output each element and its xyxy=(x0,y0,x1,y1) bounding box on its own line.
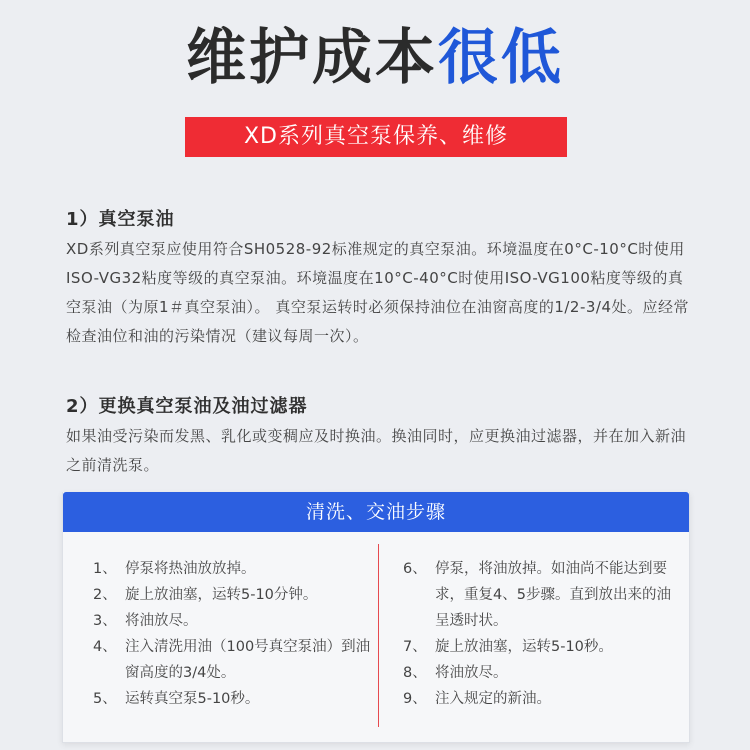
list-item xyxy=(93,608,373,634)
step-text: 旋上放油塞，运转5-10秒。 xyxy=(435,639,613,655)
column-divider xyxy=(378,544,379,727)
step-text: 停泵将热油放放掉。 xyxy=(125,561,256,577)
step-number: 2、 xyxy=(93,587,117,603)
title-highlight: 很低 xyxy=(438,23,564,93)
step-number: 5、 xyxy=(93,691,117,707)
step-text: 旋上放油塞，运转5-10分钟。 xyxy=(125,587,318,603)
step-number: 1、 xyxy=(93,561,117,577)
list-item xyxy=(403,634,673,660)
step-number: 9、 xyxy=(403,691,427,707)
page-title xyxy=(0,18,750,98)
list-item xyxy=(403,556,673,634)
steps-left-column xyxy=(93,556,373,712)
list-item xyxy=(93,634,373,686)
list-item xyxy=(93,582,373,608)
step-number: 8、 xyxy=(403,665,427,681)
step-text: 将油放尽。 xyxy=(125,613,198,629)
step-text: 注入规定的新油。 xyxy=(435,691,551,707)
step-text: 停泵，将油放掉。如油尚不能达到要求，重复4、5步骤。直到放出来的油呈透时状。 xyxy=(435,561,671,629)
step-text: 运转真空泵5-10秒。 xyxy=(125,691,260,707)
step-number: 7、 xyxy=(403,639,427,655)
list-item xyxy=(403,686,673,712)
step-text: 将油放尽。 xyxy=(435,665,508,681)
section-heading: 1）真空泵油 xyxy=(66,209,175,230)
step-number: 4、 xyxy=(93,639,117,655)
list-item xyxy=(93,686,373,712)
steps-right-column xyxy=(403,556,673,712)
list-item xyxy=(93,556,373,582)
list-item xyxy=(403,660,673,686)
section-vacuum-oil xyxy=(66,205,696,351)
section-body: 如果油受污染而发黑、乳化或变稠应及时换油。换油同时，应更换油过滤器，并在加入新油之前清洗泵。 xyxy=(66,427,687,474)
steps-panel xyxy=(62,492,690,743)
step-text: 注入清洗用油（100号真空泵油）到油窗高度的3/4处。 xyxy=(125,639,371,681)
title-main: 维护成本 xyxy=(186,23,438,93)
step-number: 3、 xyxy=(93,613,117,629)
section-heading: 2）更换真空泵油及油过滤器 xyxy=(66,396,308,417)
section-oil-replacement xyxy=(66,392,696,480)
subtitle-banner: XD系列真空泵保养、维修 xyxy=(185,117,567,157)
section-body: XD系列真空泵应使用符合SH0528-92标准规定的真空泵油。环境温度在0°C-10°C时使用ISO-VG32粘度等级的真空泵油。环境温度在10°C-40°C时使用ISO-VG100粘度等级的真空泵油（为原1＃真空泵油）。 真空泵运转时必须保持油位在油窗高度的1/2-3/4处。应经常检查油位和油的污染情况（建议每周一次）。 xyxy=(66,240,690,345)
steps-panel-title: 清洗、交油步骤 xyxy=(63,492,689,532)
step-number: 6、 xyxy=(403,561,427,577)
